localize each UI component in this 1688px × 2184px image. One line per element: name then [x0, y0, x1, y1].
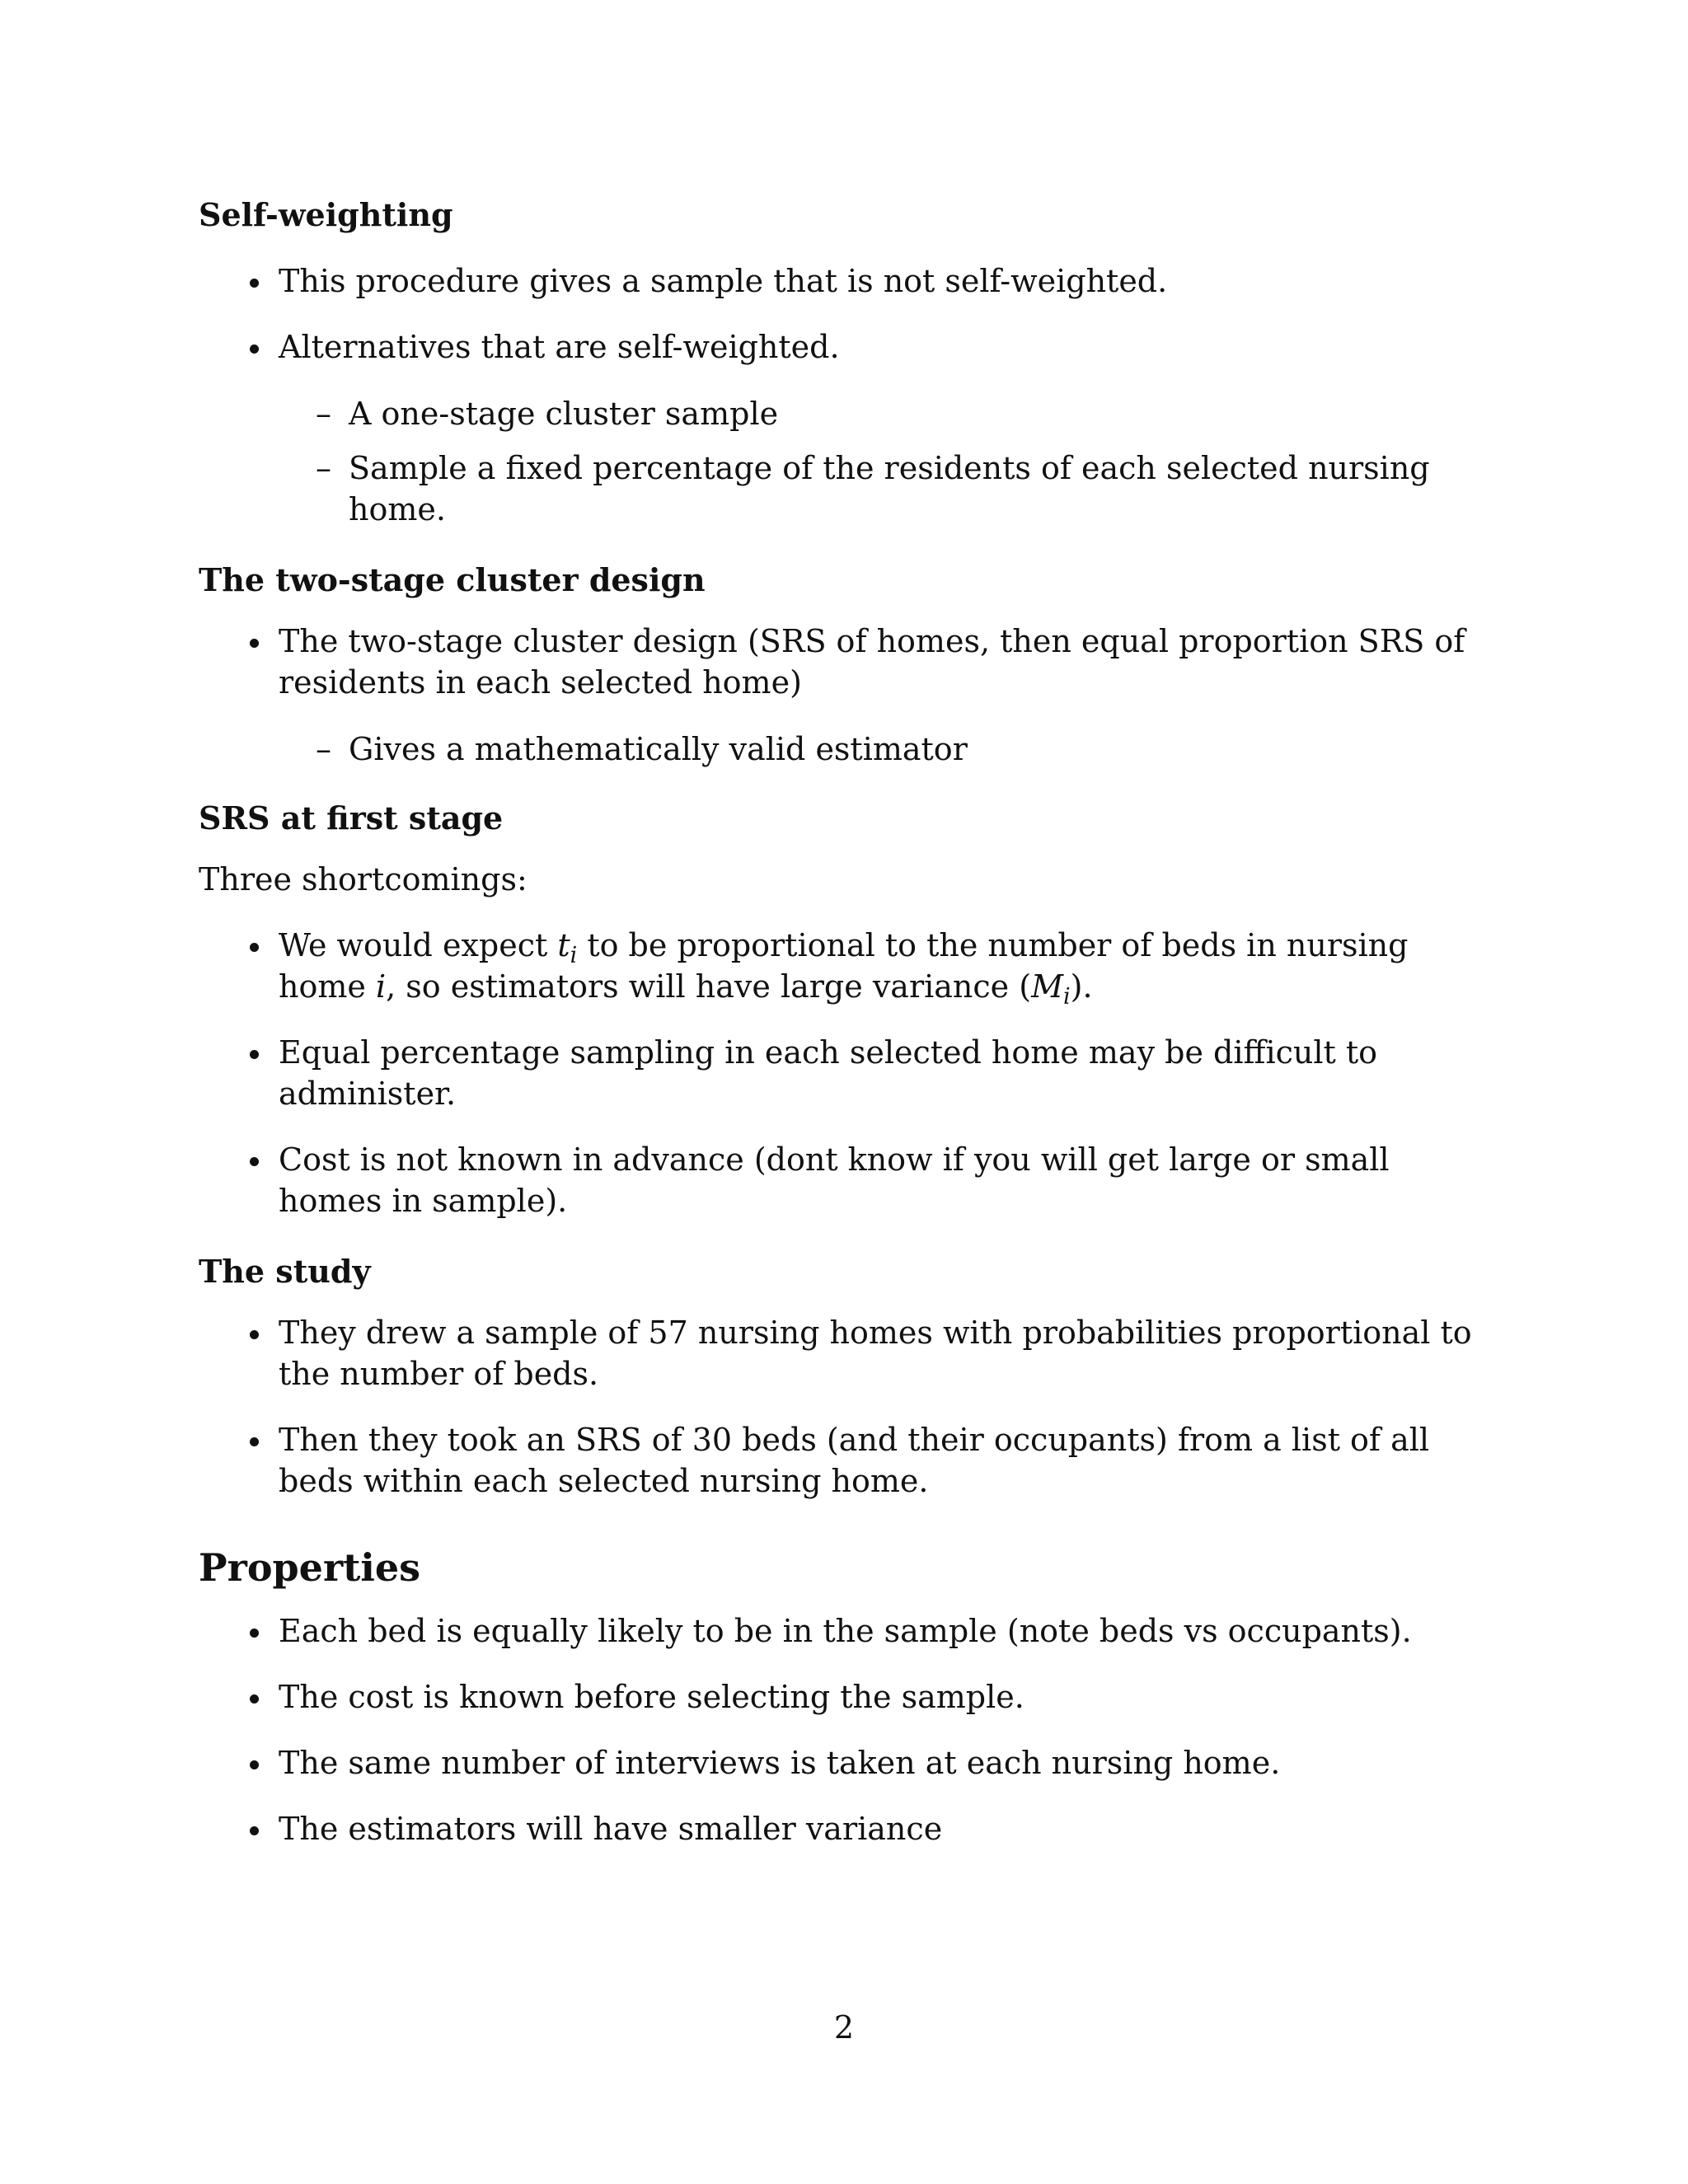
two-stage-list [199, 621, 1493, 770]
page-number: 2 [833, 2009, 855, 2046]
bullet-item: The same number of interviews is taken at each nursing home. [199, 1742, 1493, 1783]
text-run: to be proportional to the number of beds in nursing home [279, 927, 1409, 1005]
sub-item: – Sample a fixed percentage of the residents of each selected nursing home. [199, 448, 1493, 530]
bullet-item: Equal percentage sampling in each selected home may be difficult to administer. [199, 1032, 1493, 1114]
math-subscript: i [1062, 984, 1071, 1010]
heading-the-study: The study [199, 1253, 371, 1290]
alternatives-sublist [199, 393, 1493, 530]
self-weighting-list [199, 260, 1493, 530]
bullet-item [199, 925, 1493, 1010]
text-run: We would expect [279, 927, 558, 963]
math-var: M [1031, 968, 1063, 1005]
bullet-item: Then they took an SRS of 30 beds (and their occupants) from a list of all beds within each selected nursing home. [199, 1419, 1493, 1502]
sub-item: – A one-stage cluster sample [199, 393, 1493, 434]
two-stage-sublist [199, 729, 1493, 770]
math-var: t [557, 927, 570, 963]
sub-item: – Gives a mathematically valid estimator [199, 729, 1493, 770]
text-run: ). [1070, 968, 1093, 1005]
math-i: i [375, 968, 387, 1005]
bullet-item [199, 621, 1493, 770]
bullet-item: This procedure gives a sample that is not self-weighted. [199, 260, 1493, 302]
page-content [199, 194, 1493, 1849]
bullet-item: The estimators will have smaller variance [199, 1808, 1493, 1849]
bullet-item: The cost is known before selecting the sample. [199, 1676, 1493, 1718]
text-run: , so estimators will have large variance ( [386, 968, 1032, 1005]
bullet-item: Cost is not known in advance (dont know if you will get large or small homes in sample). [199, 1139, 1493, 1221]
bullet-item [199, 326, 1493, 530]
math-t [557, 927, 578, 968]
shortcomings-list [199, 925, 1493, 1221]
math-subscript: i [570, 943, 578, 968]
bullet-text: The two-stage cluster design (SRS of homes, then equal proportion SRS of residents in each selected home) [279, 623, 1465, 701]
heading-two-stage-design: The two-stage cluster design [199, 561, 706, 598]
math-M [1031, 968, 1071, 1010]
shortcomings-intro: Three shortcomings: [199, 861, 528, 898]
heading-properties: Properties [199, 1545, 421, 1590]
properties-list [199, 1610, 1493, 1849]
bullet-item: Each bed is equally likely to be in the sample (note beds vs occupants). [199, 1610, 1493, 1652]
heading-self-weighting: Self-weighting [199, 196, 453, 233]
study-list [199, 1312, 1493, 1502]
bullet-text: Alternatives that are self-weighted. [279, 329, 840, 365]
bullet-item: They drew a sample of 57 nursing homes with probabilities proportional to the number of beds. [199, 1312, 1493, 1394]
heading-srs-first-stage: SRS at first stage [199, 799, 504, 837]
